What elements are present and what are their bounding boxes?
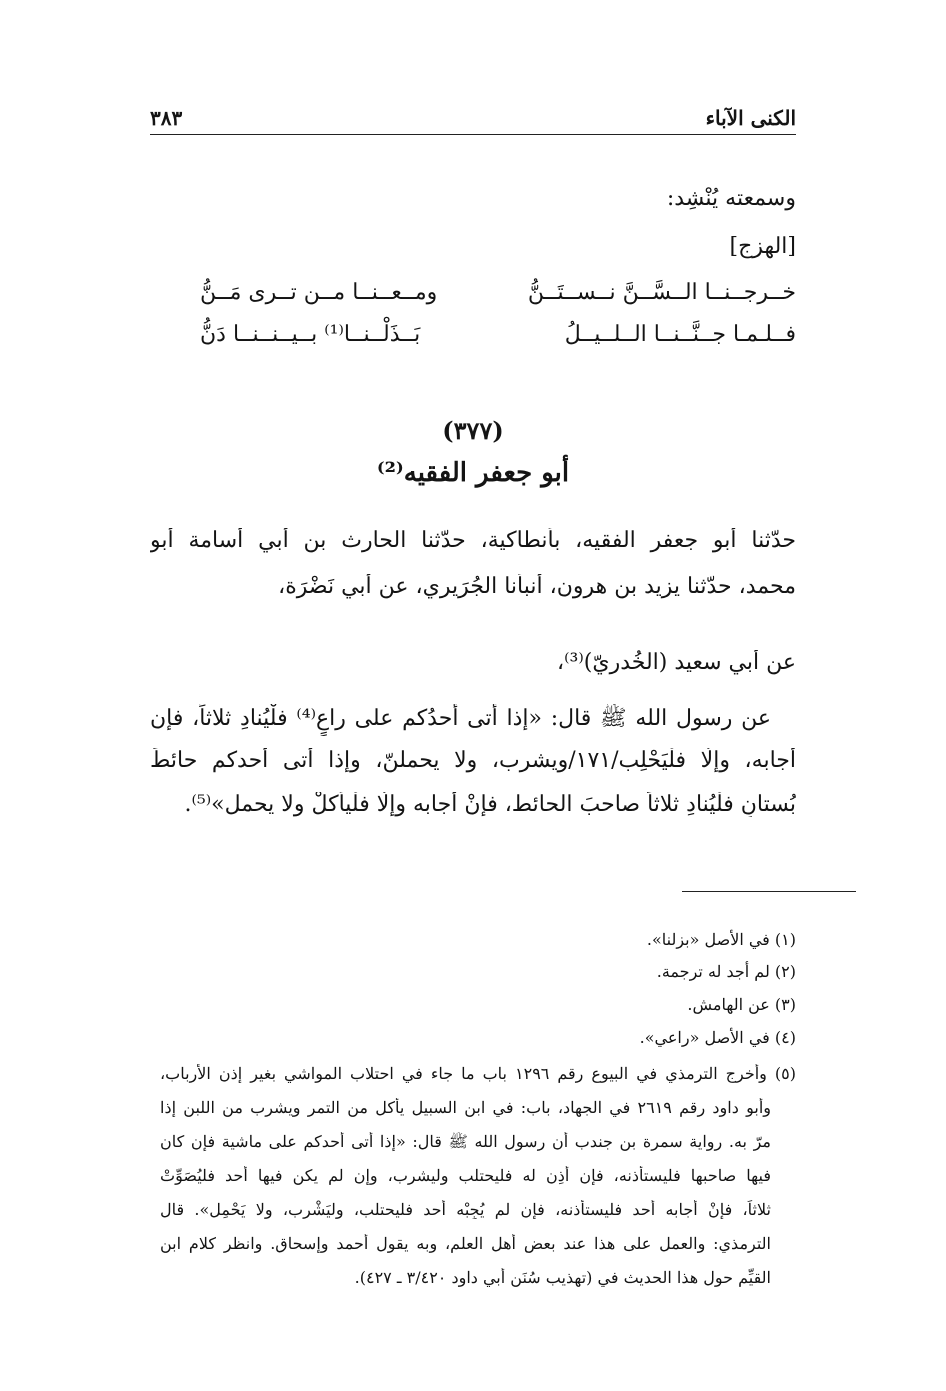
footnote: (١) في الأصل «بزلنا». [646,930,796,949]
entry-title: أبو جعفر الفقيه⁽²⁾ [376,458,570,488]
poem-meter: [الهزج] [729,234,796,259]
footnote: (٤) في الأصل «راعي». [639,1028,796,1047]
footnote-continuation: وأبو داود رقم ٢٦١٩ في الجهاد، باب: في ابن السبيل يأكل من التمر ويشرب من اللبن إذا [160,1098,771,1117]
footnote: (٣) عن الهامش. [687,995,796,1014]
footnote: (٥) وأخرج الترمذي في البيوع رقم ١٢٩٦ باب ما جاء في احتلاب المواشي بغير إذن الأرباب، [160,1064,796,1083]
body-line: أجابه، وإلّا فلْيَحْلِب/١٧١/ويشرب، ولا يحملنّ، وإذا أتى أحدكم حائطَ [150,748,796,773]
entry-number: (٣٧٧) [442,416,504,445]
verse-first-hemistich: فــلـمـا جــنَّــنــا الــلــيــلُ [564,322,796,347]
footnote-continuation: القيِّم حول هذا الحديث في (تهذيب سُنَن أبي داود ٣/٤٢٠ ـ ٤٢٧). [354,1268,771,1287]
verse-first-hemistich: خــرجــنــا الــسَّــنَّ نــســتَــنُّ [527,280,796,305]
page-number: ٣٨٣ [150,106,183,130]
running-header [150,96,796,130]
footnote-continuation: مرّ به. رواية سمرة بن جندب أن رسول الله ﷺ قال: «إذا أتى أحدكم على ماشية فإن كان [160,1132,771,1151]
footnote-continuation: ثلاثاً، فإنْ أجابه أحد فليستأذنه، فإن لم يُجِبْه أحد فليحتلب، وليَشْرب، ولا يَحْمِل». قال [160,1200,771,1219]
footnote-rule [682,891,856,892]
body-line: حدّثنا أبو جعفر الفقيه، بأنطاكية، حدّثنا الحارث بن أبي أسامة أبو [150,528,796,553]
footnote: (٢) لم أجد له ترجمة. [656,962,796,981]
verse-second-hemistich: ومــعــنــا مــن تــرى مَــنُّ [200,280,438,305]
poem-intro: وسمعته يُنْشِد: [666,186,796,211]
footnote-continuation: الترمذي: والعمل على هذا عند بعض أهل العلم، وبه يقول أحمد وإسحاق. وانظر كلام ابن [160,1234,771,1253]
header-rule [150,134,796,135]
verse-second-hemistich: بَــذَلْــنــا⁽¹⁾ بــيــنــنــا دَنُّ [200,322,421,347]
footnote-continuation: فيها صاحبها فليستأذنه، فإن أذِن له فليحتلب وليشرب، وإن لم يكن فيها أحد فليُصَوِّتْ [160,1166,771,1185]
body-line: عن أبي سعيد (الخُدريّ)⁽³⁾، [557,650,796,675]
body-line: محمد، حدّثنا يزيد بن هرون، أنبأنا الجُرَيري، عن أبي نَضْرَة، [278,574,796,599]
body-line: بُستانٍ فلْيُنادِ ثلاثاً صاحبَ الحائط، فإنْ أجابه وإلّا فلْيأكلْ ولا يحمل»⁽⁵⁾. [184,792,796,817]
running-title: الكنى الآباء [705,106,796,130]
verse-line [200,322,796,347]
body-line: عن رسول الله ﷺ قال: «إذا أتى أحدُكم على راعٍ⁽⁴⁾ فلْيُنادِ ثلاثاً، فإن [150,706,771,731]
verse-line [200,280,796,305]
